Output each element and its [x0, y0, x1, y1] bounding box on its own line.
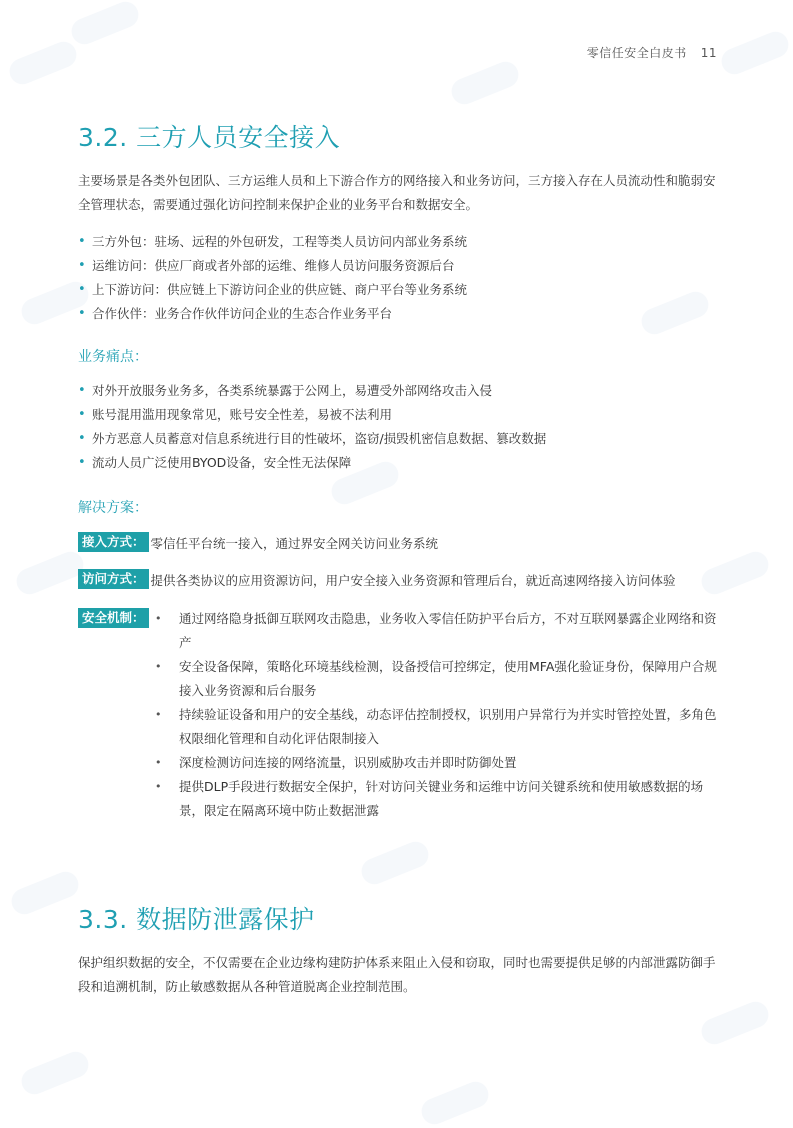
watermark	[13, 548, 88, 598]
list-item: • 外方恶意人员蓄意对信息系统进行目的性破坏，盗窃/损毁机密信息数据、篡改数据	[78, 427, 546, 451]
section-title-3-3: 3.3. 数据防泄露保护	[78, 905, 315, 934]
list-item: • 对外开放服务业务多，各类系统暴露于公网上，易遭受外部网络攻击入侵	[78, 379, 546, 403]
list-item: • 安全设备保障，策略化环境基线检测，设备授信可控绑定，使用MFA强化验证身份，保障用户合规接入业务资源和后台服务	[155, 655, 723, 703]
pain-points-heading: 业务痛点：	[78, 349, 148, 365]
running-header	[587, 44, 717, 61]
list-item: • 合作伙伴：业务合作伙伴访问企业的生态合作业务平台	[78, 302, 467, 326]
list-item: • 上下游访问：供应链上下游访问企业的供应链、商户平台等业务系统	[78, 278, 467, 302]
security-mechanism-row	[78, 608, 149, 628]
section-title-3-2: 3.2. 三方人员安全接入	[78, 123, 341, 152]
watermark	[698, 998, 773, 1048]
access-mode-row	[78, 532, 718, 556]
list-item: • 运维访问：供应厂商或者外部的运维、维修人员访问服务资源后台	[78, 254, 467, 278]
section-3-2-intro: 主要场景是各类外包团队、三方运维人员和上下游合作方的网络接入和业务访问，三方接入存在人员流动性和脆弱安全管理状态，需要通过强化访问控制来保护企业的业务平台和数据安全。	[78, 173, 716, 212]
watermark	[638, 288, 713, 338]
list-item: • 账号混用滥用现象常见，账号安全性差，易被不法利用	[78, 403, 546, 427]
access-mode-text: 零信任平台统一接入，通过界安全网关访问业务系统	[150, 536, 439, 551]
list-item: • 提供DLP手段进行数据安全保护，针对访问关键业务和运维中访问关键系统和使用敏感数据的场景，限定在隔离环境中防止数据泄露	[155, 775, 723, 823]
watermark	[358, 838, 433, 888]
security-mechanism-tag: 安全机制：	[78, 608, 149, 628]
access-mode-tag: 接入方式：	[78, 532, 149, 552]
watermark	[418, 1078, 493, 1128]
visit-mode-text: 提供各类协议的应用资源访问，用户安全接入业务资源和管理后台，就近高速网络接入访问体验	[150, 573, 676, 588]
solution-heading: 解决方案：	[78, 500, 148, 516]
visit-mode-tag: 访问方式：	[78, 569, 149, 589]
watermark	[8, 868, 83, 918]
scenario-list	[78, 230, 467, 326]
document-title: 零信任安全白皮书	[586, 46, 687, 60]
page-number: 11	[700, 46, 717, 60]
watermark	[18, 1048, 93, 1098]
list-item: • 三方外包：驻场、远程的外包研发，工程等类人员访问内部业务系统	[78, 230, 467, 254]
watermark	[448, 58, 523, 108]
pain-points-list	[78, 379, 546, 475]
section-3-3-intro: 保护组织数据的安全，不仅需要在企业边缘构建防护体系来阻止入侵和窃取，同时也需要提供足够的内部泄露防御手段和追溯机制，防止敏感数据从各种管道脱离企业控制范围。	[78, 955, 716, 994]
watermark	[718, 28, 793, 78]
list-item: • 流动人员广泛使用BYOD设备，安全性无法保障	[78, 451, 546, 475]
list-item: • 通过网络隐身抵御互联网攻击隐患，业务收入零信任防护平台后方，不对互联网暴露企业网络和资产	[155, 607, 723, 655]
visit-mode-row	[78, 569, 718, 593]
list-item: • 持续验证设备和用户的安全基线，动态评估控制授权，识别用户异常行为并实时管控处置，多角色权限细化管理和自动化评估限制接入	[155, 703, 723, 751]
list-item: • 深度检测访问连接的网络流量，识别威胁攻击并即时防御处置	[155, 751, 723, 775]
watermark	[6, 38, 81, 88]
security-mechanism-list	[155, 607, 723, 823]
watermark	[68, 0, 143, 48]
